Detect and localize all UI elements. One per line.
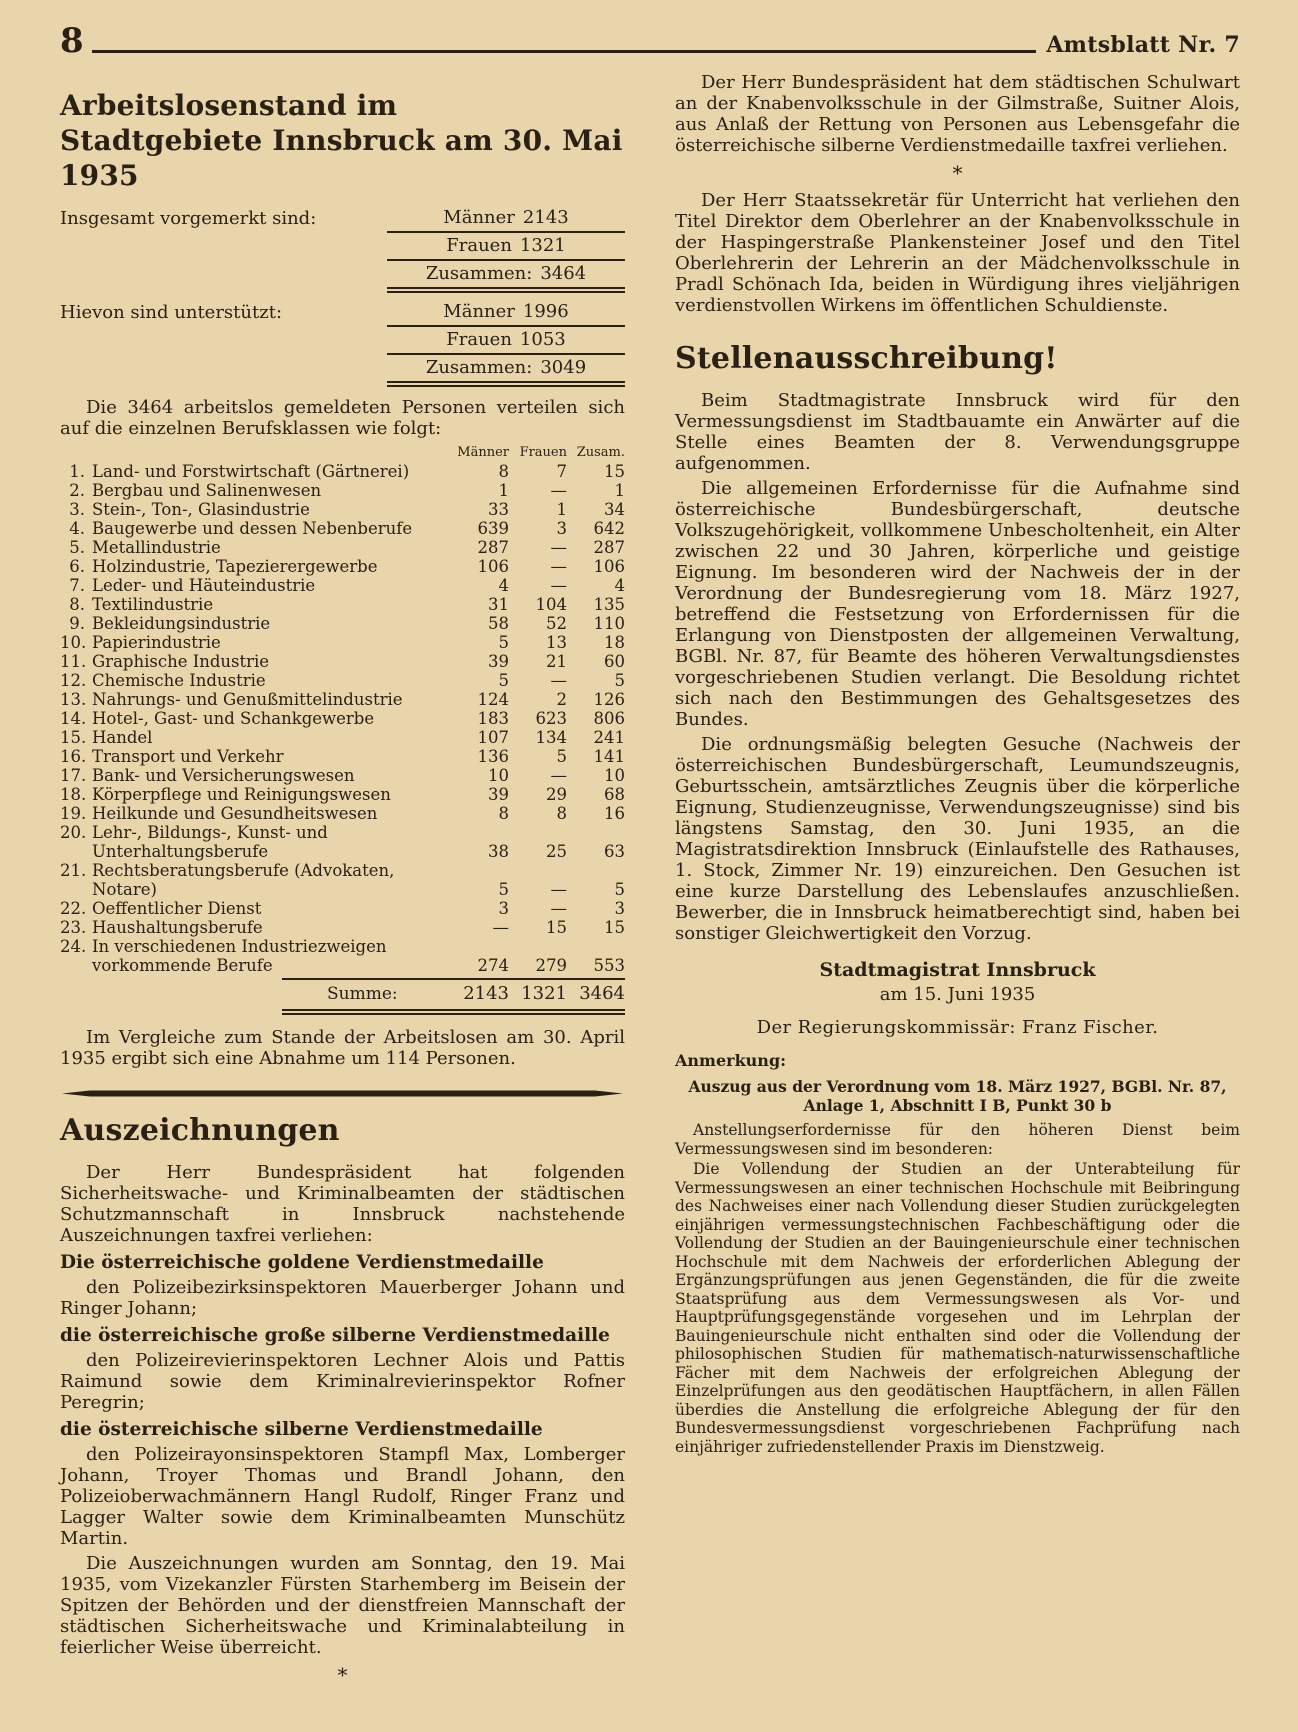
table-intro: Die 3464 arbeitslos gemeldeten Personen verteilen sich auf die einzelnen Berufsklassen wie folgt:	[60, 397, 625, 439]
row-total: 141	[593, 747, 625, 766]
signature-date: am 15. Juni 1935	[879, 984, 1036, 1005]
section-divider	[62, 1089, 623, 1098]
row-women: 623	[535, 709, 567, 728]
titles-note-paragraph: Der Herr Staatssekretär für Unterricht hat verliehen den Titel Direktor dem Oberlehrer an der Knabenvolksschule in der Haspingerstraße Plankensteiner Josef und den Titel Oberlehrerin der Lehrerin an der Mädchenvolksschule in Pradl Schönach Ida, beiden in Würdigung ihres vieljährigen verdienstvollen Wirkens im öffentlichen Schuldienste.	[675, 190, 1240, 316]
table-body	[60, 462, 625, 975]
row-men: 5	[498, 880, 509, 899]
row-women: 25	[546, 842, 567, 861]
row-label: In verschiedenen Industriezweigen vorkommende Berufe	[92, 937, 387, 975]
job-posting-title: Stellenausschreibung!	[675, 341, 1058, 376]
stat-row-total: Zusammen: 3464	[387, 261, 625, 293]
comparison-paragraph: Im Vergleiche zum Stande der Arbeitslosen am 30. April 1935 ergibt sich eine Abnahme um 114 Personen.	[60, 1027, 625, 1069]
row-men: 136	[477, 747, 509, 766]
row-label: Rechtsberatungsberufe (Advokaten, Notare)	[92, 861, 395, 899]
row-label: Heilkunde und Gesundheitswesen	[92, 804, 378, 823]
row-women: —	[550, 671, 567, 690]
table-column-headers	[60, 445, 625, 460]
row-total: 287	[593, 538, 625, 557]
row-women: 7	[556, 462, 567, 481]
row-women: 1	[556, 500, 567, 519]
table-row	[60, 671, 625, 690]
page-number: 8	[60, 21, 84, 61]
job-posting-paragraph-3: Die ordnungsmäßig belegten Gesuche (Nachweis der österreichischen Bundesbürgerschaft, Leumundszeugnis, Geburtsschein, amtsärztliches Zeugnis über die körperliche Eignung, Studienzeugnisse, Verwendungszeugnisse) sind bis längstens Samstag, den 30. Juni 1935, an die Magistratsdirektion Innsbruck (Einlaufstelle des Rathauses, 1. Stock, Zimmer Nr. 19) einzureichen. Den Gesuchen ist eine kurze Darstellung des Lebenslaufes anzuschließen. Bewerber, die in Innsbruck heimatberechtigt sind, haben bei sonstiger Gleichwertigkeit den Vorzug.	[675, 734, 1240, 944]
row-women: 279	[535, 956, 567, 975]
sum-label: Summe:	[327, 984, 398, 1004]
annotation-paragraph-2: Die Vollendung der Studien an der Unterabteilung für Vermessungswesen an einer technischen Hochschule mit Beibringung des Nachweises einer nach Vollendung dieser Studien zurückgelegten einjährigen vermessungstechnischen Fachbeschäftigung oder die Vollendung der Studien an der Bauingenieurschule einer technischen Hochschule mit dem Nachweis der erforderlichen Ablegung der Ergänzungsprüfungen aus jenen Gegenständen, die für die zweite Staatsprüfung aus dem Vermessungswesen als Vor- und Hauptprüfungsgegenstände vorgesehen und im Lehrplan der Bauingenieurschule nicht enthalten sind oder die Vollendung der philosophischen Studien für mathematisch-naturwissenschaftliche Fächer mit dem Nachweis der erfolgreichen Ablegung der Einzelprüfungen aus den geodätischen Hauptfächern, in allen Fällen überdies die Anstellung die erfolgreiche Ablegung der für den Bundesvermessungsdienst vorgeschriebenen Fachprüfung nach einjähriger zufriedenstellender Praxis im Dienstzweig.	[675, 1160, 1240, 1456]
row-total: 16	[604, 804, 625, 823]
row-label: Bekleidungsindustrie	[92, 614, 271, 633]
row-label: Papierindustrie	[92, 633, 221, 652]
row-men: 39	[488, 785, 509, 804]
annotation-heading: Auszug aus der Verordnung vom 18. März 1927, BGBl. Nr. 87, Anlage 1, Abschnitt I B, Punkt 30 b	[688, 1077, 1227, 1115]
awards-intro: Der Herr Bundespräsident hat folgenden Sicherheitswache- und Kriminalbeamten der städtischen Schutzmannschaft in Innsbruck nachstehende Auszeichnungen taxfrei verliehen:	[60, 1162, 625, 1246]
table-row	[60, 709, 625, 728]
row-number: 10.	[60, 633, 87, 652]
row-men: 39	[488, 652, 509, 671]
row-total: 18	[604, 633, 625, 652]
row-number: 5.	[69, 538, 85, 557]
row-label: Bergbau und Salinenwesen	[92, 481, 322, 500]
row-men: 8	[498, 462, 509, 481]
row-total: 1	[614, 481, 625, 500]
row-total: 126	[593, 690, 625, 709]
row-label: Transport und Verkehr	[92, 747, 284, 766]
gold-medal-recipients: den Polizeibezirksinspektoren Mauerberger Johann und Ringer Johann;	[60, 1277, 625, 1319]
sum-total: 3464	[579, 983, 625, 1004]
table-row	[60, 462, 625, 481]
silver-medal-recipients: den Polizeirayonsinspektoren Stampfl Max, Lomberger Johann, Troyer Thomas und Brandl Johann, den Polizeioberwachmännern Hangl Rudolf, Ringer Franz und Lagger Walter sowie dem Kriminalbeamten Munschütz Martin.	[60, 1444, 625, 1549]
row-women: —	[550, 481, 567, 500]
row-women: —	[550, 766, 567, 785]
header-rule	[92, 50, 1037, 53]
row-number: 12.	[60, 671, 87, 690]
row-men: 1	[498, 481, 509, 500]
row-number: 16.	[60, 747, 87, 766]
row-label: Hotel-, Gast- und Schankgewerbe	[92, 709, 375, 728]
row-total: 34	[604, 500, 625, 519]
table-row	[60, 576, 625, 595]
row-women: —	[550, 880, 567, 899]
table-row	[60, 747, 625, 766]
row-number: 18.	[60, 785, 87, 804]
row-number: 19.	[60, 804, 87, 823]
row-men: 38	[488, 842, 509, 861]
table-row	[60, 804, 625, 823]
stat-row-women: Frauen 1321	[387, 233, 625, 261]
registered-stats	[60, 205, 625, 293]
row-women: 21	[546, 652, 567, 671]
row-number: 7.	[69, 576, 85, 595]
row-women: —	[550, 899, 567, 918]
row-men: 639	[477, 519, 509, 538]
row-number: 15.	[60, 728, 87, 747]
table-row	[60, 937, 625, 975]
row-number: 4.	[69, 519, 85, 538]
table-row	[60, 823, 625, 861]
job-posting-paragraph-2: Die allgemeinen Erfordernisse für die Aufnahme sind österreichische Bundesbürgerschaft, deutsche Volkszugehörigkeit, vollkommene Unbescholtenheit, ein Alter zwischen 22 und 30 Jahren, körperliche und geistige Eignung. Im besonderen wird der Nachweis der in der Verordnung der Bundesregierung vom 18. März 1927, betreffend die Festsetzung von Erfordernissen für die Erlangung von Dienstposten der allgemeinen Verwaltung, BGBl. Nr. 87, für Beamte des höheren Verwaltungsdienstes vorgeschriebenen Studien verlangt. Die Besoldung richtet sich nach den Bestimmungen des Gehaltsgesetzes des Bundes.	[675, 478, 1240, 730]
table-row	[60, 899, 625, 918]
table-row	[60, 652, 625, 671]
grand-silver-medal-recipients: den Polizeirevierinspektoren Lechner Alois und Pattis Raimund sowie dem Kriminalrevierinspektor Rofner Peregrin;	[60, 1350, 625, 1413]
row-label: Lehr-, Bildungs-, Kunst- und Unterhaltungsberufe	[92, 823, 328, 861]
stat-row-total: Zusammen: 3049	[387, 355, 625, 387]
row-label: Nahrungs- und Genußmittelindustrie	[92, 690, 403, 709]
row-women: —	[550, 538, 567, 557]
row-number: 1.	[69, 462, 85, 481]
table-row	[60, 728, 625, 747]
ceremony-paragraph: Die Auszeichnungen wurden am Sonntag, den 19. Mai 1935, vom Vizekanzler Fürsten Starhemberg im Beisein der Spitzen der Behörden und der dienstfreien Mannschaft der städtischen Sicherheitswache und Kriminalabteilung in feierlicher Weise überreicht.	[60, 1553, 625, 1658]
row-total: 60	[604, 652, 625, 671]
row-total: 806	[593, 709, 625, 728]
row-women: 15	[546, 918, 567, 937]
row-number: 3.	[69, 500, 85, 519]
row-label: Textilindustrie	[92, 595, 214, 614]
table-row	[60, 614, 625, 633]
row-number: 9.	[69, 614, 85, 633]
row-women: 13	[546, 633, 567, 652]
right-column	[675, 72, 1240, 1692]
table-row	[60, 785, 625, 804]
row-men: 3	[498, 899, 509, 918]
row-men: 107	[477, 728, 509, 747]
row-men: 5	[498, 633, 509, 652]
col-header-women: Frauen	[519, 445, 567, 460]
row-label: Bank- und Versicherungswesen	[92, 766, 355, 785]
unemployment-title-line1: Arbeitslosenstand im	[60, 89, 398, 122]
row-label: Haushaltungsberufe	[92, 918, 263, 937]
table-row	[60, 595, 625, 614]
row-label: Handel	[92, 728, 153, 747]
row-label: Metallindustrie	[92, 538, 221, 557]
sum-men: 2143	[463, 983, 509, 1004]
row-total: 553	[593, 956, 625, 975]
signature-name-line: Der Regierungskommissär: Franz Fischer.	[756, 1017, 1159, 1038]
row-total: 5	[614, 880, 625, 899]
row-label: Stein-, Ton-, Glasindustrie	[92, 500, 310, 519]
row-women: 2	[556, 690, 567, 709]
gold-medal-heading: Die österreichische goldene Verdienstmedaille	[60, 1252, 544, 1273]
row-men: 274	[477, 956, 509, 975]
row-women: 3	[556, 519, 567, 538]
row-total: 642	[593, 519, 625, 538]
row-label: Graphische Industrie	[92, 652, 270, 671]
row-women: —	[550, 557, 567, 576]
row-men: 8	[498, 804, 509, 823]
job-posting-paragraph-1: Beim Stadtmagistrate Innsbruck wird für den Vermessungsdienst im Stadtbauamte ein Anwärter auf die Stelle eines Beamten der 8. Verwendungsgruppe aufgenommen.	[675, 390, 1240, 474]
row-label: Chemische Industrie	[92, 671, 266, 690]
table-row	[60, 918, 625, 937]
row-men: 58	[488, 614, 509, 633]
unemployment-title-line2: Stadtgebiete Innsbruck am 30. Mai 1935	[60, 124, 623, 192]
row-number: 24.	[60, 937, 87, 956]
row-women: 8	[556, 804, 567, 823]
row-men: 10	[488, 766, 509, 785]
row-label: Holzindustrie, Tapezierergewerbe	[92, 557, 378, 576]
row-women: —	[550, 576, 567, 595]
supported-values	[387, 299, 625, 387]
silver-medal-heading: die österreichische silberne Verdienstmedaille	[60, 1419, 543, 1440]
row-label: Baugewerbe und dessen Nebenberufe	[92, 519, 413, 538]
award-note-paragraph: Der Herr Bundespräsident hat dem städtischen Schulwart an der Knabenvolksschule in der Gilmstraße, Suitner Alois, aus Anlaß der Rettung von Personen aus Lebensgefahr die österreichische silberne Verdienstmedaille taxfrei verliehen.	[675, 72, 1240, 156]
sum-women: 1321	[521, 983, 567, 1004]
page-header	[60, 21, 1240, 61]
unemployment-title	[60, 88, 625, 193]
row-number: 13.	[60, 690, 87, 709]
grand-silver-medal-heading: die österreichische große silberne Verdienstmedaille	[60, 1325, 610, 1346]
row-women: 104	[535, 595, 567, 614]
supported-stats	[60, 299, 625, 387]
row-total: 106	[593, 557, 625, 576]
left-column	[60, 72, 625, 1692]
row-number: 22.	[60, 899, 87, 918]
awards-title: Auszeichnungen	[60, 1113, 340, 1148]
row-total: 241	[593, 728, 625, 747]
row-label: Land- und Forstwirtschaft (Gärtnerei)	[92, 462, 410, 481]
row-men: 4	[498, 576, 509, 595]
row-total: 3	[614, 899, 625, 918]
stat-row-men: Männer 1996	[387, 299, 625, 327]
row-total: 5	[614, 671, 625, 690]
table-row	[60, 633, 625, 652]
row-men: 287	[477, 538, 509, 557]
row-number: 21.	[60, 861, 87, 880]
row-number: 17.	[60, 766, 87, 785]
annotation-label: Anmerkung:	[675, 1051, 787, 1070]
row-number: 2.	[69, 481, 85, 500]
signature-block	[675, 960, 1240, 1038]
page-body	[60, 72, 1240, 1692]
row-total: 4	[614, 576, 625, 595]
row-number: 11.	[60, 652, 87, 671]
row-women: 5	[556, 747, 567, 766]
row-total: 135	[593, 595, 625, 614]
supported-label: Hievon sind unterstützt:	[60, 302, 283, 323]
row-number: 23.	[60, 918, 87, 937]
unemployment-table	[60, 445, 625, 1015]
row-number: 6.	[69, 557, 85, 576]
table-row	[60, 690, 625, 709]
row-total: 15	[604, 462, 625, 481]
signature-organization: Stadtmagistrat Innsbruck	[819, 959, 1096, 981]
row-total: 15	[604, 918, 625, 937]
row-total: 63	[604, 842, 625, 861]
row-women: 134	[535, 728, 567, 747]
stat-row-women: Frauen 1053	[387, 327, 625, 355]
row-number: 20.	[60, 823, 87, 842]
annotation-paragraph-1: Anstellungserfordernisse für den höheren Dienst beim Vermessungswesen sind im besonderen:	[675, 1121, 1240, 1158]
row-men: 5	[498, 671, 509, 690]
registered-label: Insgesamt vorgemerkt sind:	[60, 208, 317, 229]
row-label: Oeffentlicher Dienst	[92, 899, 262, 918]
col-header-men: Männer	[457, 445, 509, 460]
table-row	[60, 538, 625, 557]
asterisk-separator: *	[952, 161, 963, 185]
masthead-title: Amtsblatt Nr. 7	[1046, 32, 1240, 58]
row-total: 10	[604, 766, 625, 785]
row-men: 183	[477, 709, 509, 728]
row-number: 14.	[60, 709, 87, 728]
row-men: 33	[488, 500, 509, 519]
stat-row-men: Männer 2143	[387, 205, 625, 233]
row-women: 52	[546, 614, 567, 633]
row-men: 106	[477, 557, 509, 576]
table-row	[60, 519, 625, 538]
table-row	[60, 500, 625, 519]
col-header-total: Zusam.	[576, 445, 625, 460]
row-label: Leder- und Häuteindustrie	[92, 576, 316, 595]
row-total: 68	[604, 785, 625, 804]
table-sum-row	[282, 978, 625, 1015]
table-row	[60, 861, 625, 899]
row-men: 124	[477, 690, 509, 709]
registered-values	[387, 205, 625, 293]
asterisk-separator: *	[337, 1663, 348, 1687]
row-total: 110	[593, 614, 625, 633]
row-men: 31	[488, 595, 509, 614]
table-row	[60, 481, 625, 500]
row-women: 29	[546, 785, 567, 804]
row-men: —	[492, 918, 509, 937]
table-row	[60, 557, 625, 576]
row-number: 8.	[69, 595, 85, 614]
row-label: Körperpflege und Reinigungswesen	[92, 785, 391, 804]
table-row	[60, 766, 625, 785]
